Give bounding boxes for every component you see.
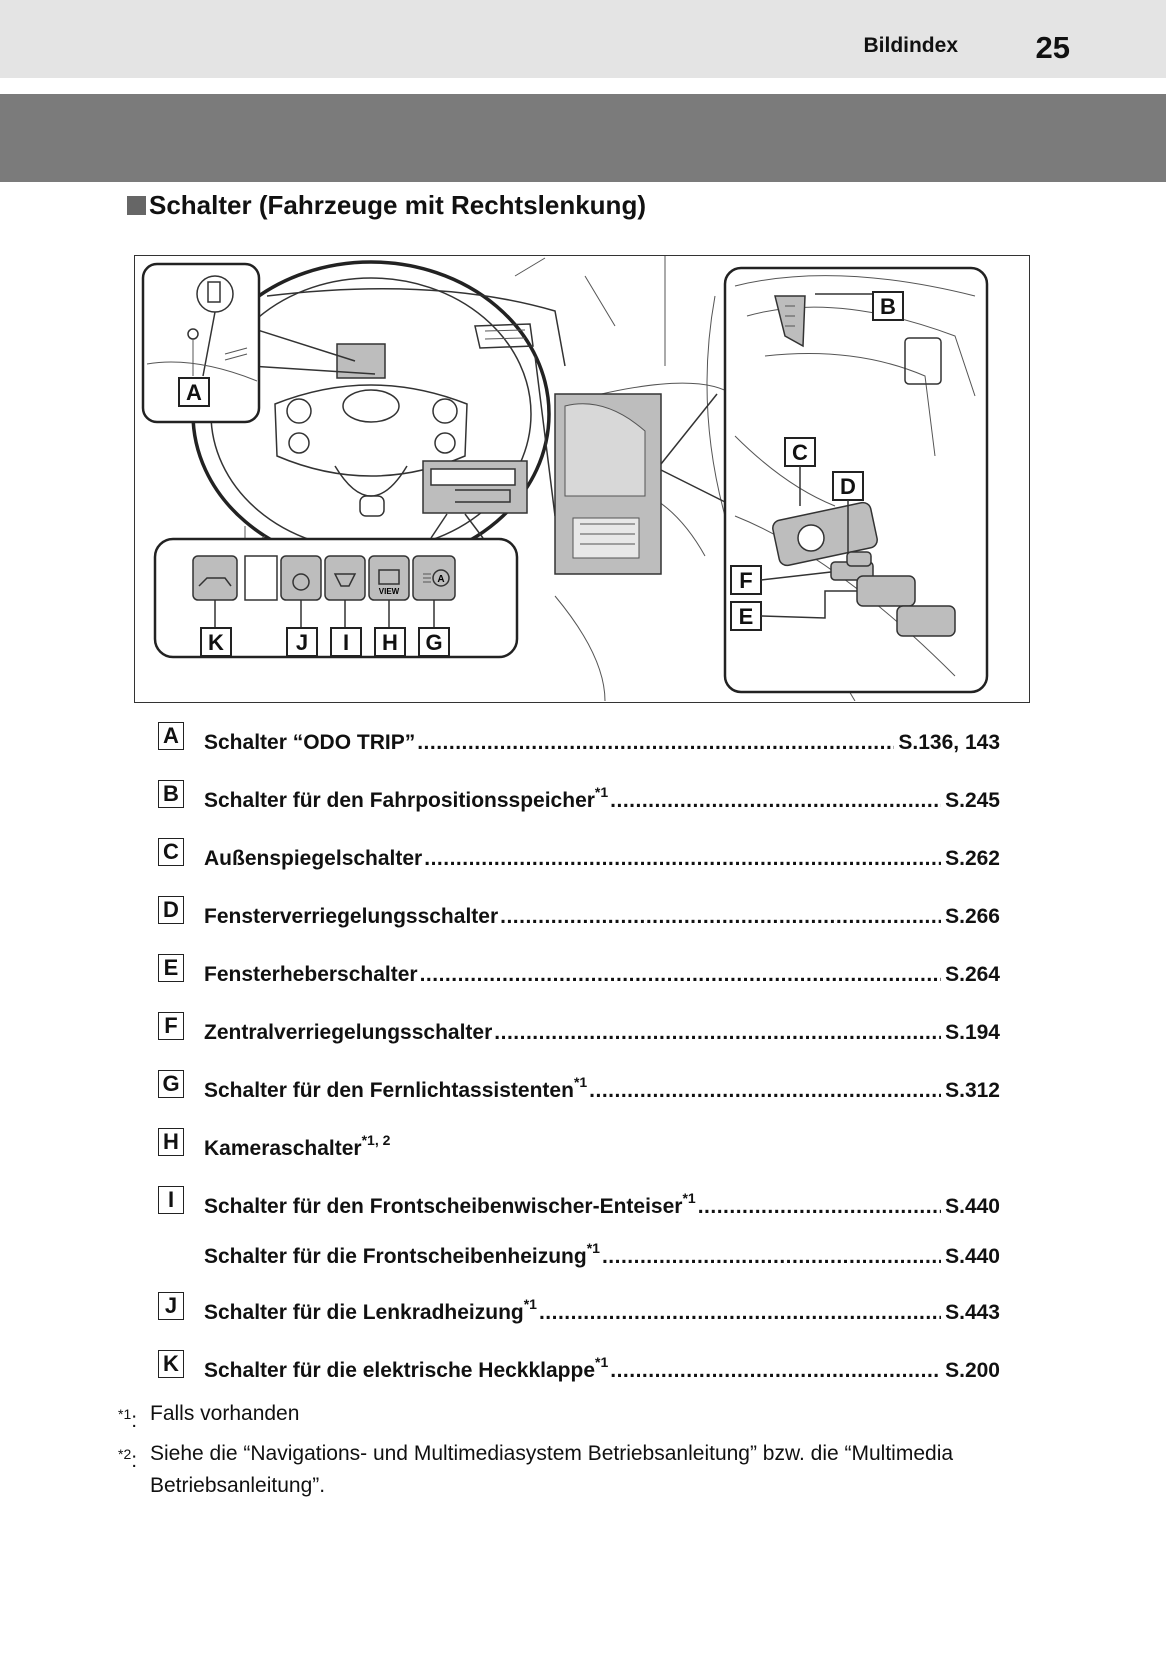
callout-label-a: A (186, 380, 202, 405)
leader-dots (420, 963, 942, 987)
leader-dots (602, 1245, 941, 1269)
legend-line (204, 960, 1000, 987)
legend-page-ref[interactable]: S.443 (945, 1301, 1000, 1324)
legend-label: Schalter für den Fernlichtassistenten$^{*1}$ (204, 1074, 588, 1102)
legend-label: Schalter für die elektrische Heckklappe$^{*1}$ (204, 1354, 609, 1382)
legend-letter: H (158, 1128, 184, 1156)
legend-letter: I (158, 1186, 184, 1214)
view-button-text: VIEW (378, 587, 400, 596)
legend-row (158, 1292, 1000, 1328)
section-heading (127, 190, 646, 221)
legend-line (204, 1298, 1000, 1325)
legend-page-ref[interactable]: S.245 (945, 789, 1000, 812)
leader-dots (589, 1079, 941, 1103)
legend-row (158, 780, 1000, 816)
legend-page-ref[interactable]: S.136, 143 (898, 731, 1000, 754)
leader-dots (610, 789, 941, 813)
callout-label-e: E (738, 604, 754, 629)
legend-label: Zentralverriegelungsschalter (204, 1021, 493, 1044)
leader-dots (539, 1301, 941, 1325)
legend-page-ref[interactable]: S.200 (945, 1359, 1000, 1382)
legend-label: Schalter für den Frontscheibenwischer-Enteiser$^{*1}$ (204, 1190, 696, 1218)
legend-letter: G (158, 1070, 184, 1098)
legend-row (158, 1012, 1000, 1048)
legend-row (158, 954, 1000, 990)
legend-row (158, 1236, 1000, 1272)
leader-dots (424, 847, 941, 871)
legend-line (204, 1134, 1000, 1161)
callout-door-zoom (135, 256, 1028, 701)
leader-dots (698, 1195, 941, 1219)
legend-page-ref[interactable]: S.264 (945, 963, 1000, 986)
callout-label-d: D (840, 474, 856, 499)
legend-page-ref[interactable]: S.262 (945, 847, 1000, 870)
footnote-mark: $^{*2}$: (118, 1446, 138, 1472)
section-heading-text: Schalter (Fahrzeuge mit Rechtslenkung) (149, 190, 646, 220)
legend-letter: K (158, 1350, 184, 1378)
section-band (0, 94, 1166, 182)
legend-label: Schalter für die Frontscheibenheizung$^{*1}$ (204, 1240, 600, 1268)
footnote-text: Siehe die “Navigations- und Multimediasystem Betriebsanleitung” bzw. die “Multimedia Betriebsanleitung”. (150, 1442, 954, 1497)
footnote-text: Falls vorhanden (150, 1402, 300, 1425)
leader-dots (500, 905, 941, 929)
legend-line (204, 902, 1000, 929)
legend-line (204, 844, 1000, 871)
legend-page-ref[interactable]: S.194 (945, 1021, 1000, 1044)
legend-line (204, 1356, 1000, 1383)
leader-dots (417, 731, 894, 755)
callout-label-i: I (342, 630, 350, 655)
leader-dots (494, 1021, 941, 1045)
legend-label: Kameraschalter$^{*1, 2}$ (204, 1132, 391, 1160)
callout-label-c: C (792, 440, 808, 465)
legend-row (158, 1186, 1000, 1222)
legend-line (204, 1076, 1000, 1103)
legend-page-ref[interactable]: S.266 (945, 905, 1000, 928)
header-band (0, 0, 1166, 78)
legend-letter: E (158, 954, 184, 982)
legend-line (204, 1242, 1000, 1269)
footnote-mark: $^{*1}$: (118, 1406, 138, 1432)
header-section-title: Bildindex (863, 34, 958, 57)
callout-label-f: F (739, 568, 753, 593)
legend-row (158, 896, 1000, 932)
legend-letter: D (158, 896, 184, 924)
legend-label: Fensterheberschalter (204, 963, 418, 986)
callout-label-h: H (382, 630, 398, 655)
legend-row (158, 1070, 1000, 1106)
leader-dots (610, 1359, 941, 1383)
legend-line (204, 1192, 1000, 1219)
legend-line (204, 728, 1000, 755)
callout-label-g: G (425, 630, 443, 655)
callout-label-b: B (880, 294, 896, 319)
legend-line (204, 786, 1000, 813)
legend-page-ref[interactable]: S.440 (945, 1195, 1000, 1218)
legend-letter: B (158, 780, 184, 808)
legend-label: Schalter für den Fahrpositionsspeicher$^{*1}$ (204, 784, 609, 812)
legend-letter: J (158, 1292, 184, 1320)
legend-line (204, 1018, 1000, 1045)
legend-row (158, 838, 1000, 874)
square-bullet-icon (127, 196, 146, 215)
page-number: 25 (1035, 30, 1070, 65)
callout-label-k: K (208, 630, 224, 655)
legend-label: Schalter “ODO TRIP” (204, 731, 416, 754)
legend-page-ref[interactable]: S.312 (945, 1079, 1000, 1102)
legend-row (158, 1128, 1000, 1164)
legend-letter: C (158, 838, 184, 866)
legend-label: Außenspiegelschalter (204, 847, 423, 870)
switch-illustration (134, 255, 1030, 703)
legend-page-ref[interactable]: S.440 (945, 1245, 1000, 1268)
callout-label-j: J (295, 630, 309, 655)
legend-row (158, 1350, 1000, 1386)
legend-letter: A (158, 722, 184, 750)
auto-button-text: A (437, 574, 445, 585)
legend-row (158, 722, 1000, 758)
legend-label: Fensterverriegelungsschalter (204, 905, 499, 928)
legend-letter: F (158, 1012, 184, 1040)
legend-label: Schalter für die Lenkradheizung$^{*1}$ (204, 1296, 537, 1324)
